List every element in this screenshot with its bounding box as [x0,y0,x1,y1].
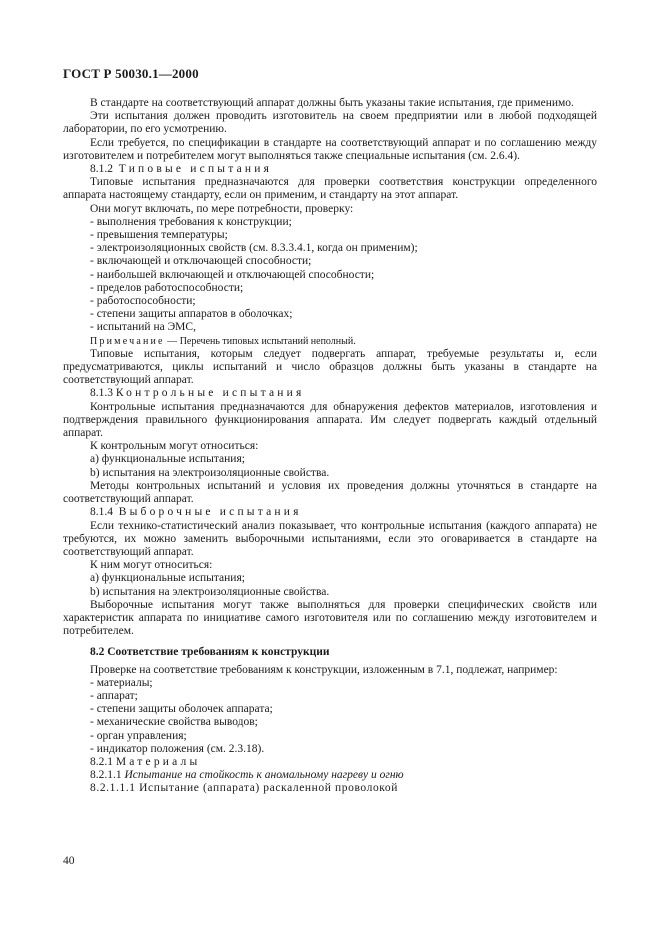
paragraph: К ним могут относиться: [90,559,213,572]
section-title: Типовые испытания [118,163,273,176]
list-item: - выполнения требования к конструкции; [90,215,292,228]
section-title: Выборочные испытания [118,506,302,519]
section-number: 8.2.1 [90,755,113,768]
paragraph: Эти испытания должен проводить изготовитель на своем предприятии или в любой подходящей лаборатории, по его усмотрению. [63,110,597,136]
section-heading-8-1-4 [63,506,597,519]
paragraph: Типовые испытания предназначаются для проверки соответствия конструкции определенного аппарата настоящему стандарту, если он применим, и стандарту на этот аппарат. [63,176,597,202]
list-item: - включающей и отключающей способности; [90,255,312,268]
list-item: - механические свойства выводов; [90,716,258,729]
section-heading-8-1-3 [63,387,597,400]
list-item: - электроизоляционных свойств (см. 8.3.3.4.1, когда он применим); [90,242,418,255]
paragraph: В стандарте на соответствующий аппарат должны быть указаны такие испытания, где применимо. [90,97,574,109]
list-item: - наибольшей включающей и отключающей способности; [90,268,375,281]
section-heading-8-2-1 [63,756,597,769]
paragraph: Контрольные испытания предназначаются для обнаружения дефектов материалов, изготовления и подтверждения правильного функционирования аппарата. Им следует подвергать каждый отдельный аппарат. [63,400,597,440]
paragraph: Если технико-статистический анализ показывает, что контрольные испытания (каждого аппарата) не требуются, их можно заменить выборочными испытаниями, если это оговаривается в стандарте на соответствующий аппарат. [63,519,597,558]
paragraph: Они могут включать, по мере потребности, проверку: [90,202,354,215]
list-item: - степени защиты аппаратов в оболочках; [90,308,293,321]
section-heading-8-1-2 [63,163,597,176]
list-item: - степени защиты оболочек аппарата; [90,703,273,716]
document-body [63,97,597,796]
list-item: - материалы; [90,676,153,689]
paragraph: Методы контрольных испытаний и условия их проведения должны уточняться в стандарте на соответствующий аппарат. [63,479,597,506]
list-item: а) функциональные испытания; [90,572,245,585]
list-item: - пределов работоспособности; [90,281,244,294]
paragraph: Если требуется, по спецификации в стандарте на соответствующий аппарат и по соглашению между изготовителем и потребителем могут выполняться также специальные испытания (см. 2.6.4). [63,136,597,162]
paragraph: Типовые испытания, которым следует подвергать аппарат, требуемые результаты и, если предусматриваются, циклы испытаний и число образцов должны быть указаны в стандарте на соответствующий аппарат. [63,347,597,387]
document-header: ГОСТ Р 50030.1—2000 [63,66,199,81]
section-title: Испытание на стойкость к аномальному нагреву и огню [124,769,404,782]
section-title: Контрольные испытания [115,387,305,400]
list-item: b) испытания на электроизоляционные свойства. [90,466,330,479]
paragraph: Проверке на соответствие требованиям к конструкции, изложенным в 7.1, подлежат, например: [90,663,558,676]
list-item: - аппарат; [90,689,138,702]
section-heading-8-2-1-1-1: 8.2.1.1.1 Испытание (аппарата) раскаленной проволокой [90,782,399,795]
section-number: 8.2.1.1 [90,769,122,782]
list-item: - превышения температуры; [90,229,228,242]
section-number: 8.1.3 [90,387,113,400]
paragraph: Выборочные испытания могут также выполняться для проверки специфических свойств или характеристик аппарата по инициативе самого изготовителя или по соглашению между изготовителем и потребителем. [63,598,597,638]
page-number: 40 [63,855,75,867]
list-item: а) функциональные испытания; [90,453,245,466]
note-text: — Перечень типовых испытаний неполный. [164,335,356,347]
section-title: Материалы [115,755,201,768]
note [63,335,597,348]
section-heading-8-2: 8.2 Соответствие требованиям к конструкции [90,646,330,659]
paragraph: К контрольным могут относиться: [90,440,259,453]
section-number: 8.1.4 [90,506,113,519]
list-item: - индикатор положения (см. 2.3.18). [90,742,265,755]
list-item: b) испытания на электроизоляционные свойства. [90,585,330,598]
section-heading-8-2-1-1 [63,769,597,782]
note-label: Примечание [90,335,165,347]
section-number: 8.1.2 [90,163,113,176]
list-item: - работоспособности; [90,295,196,308]
list-item: - орган управления; [90,729,187,742]
list-item: - испытаний на ЭМС, [90,321,196,334]
